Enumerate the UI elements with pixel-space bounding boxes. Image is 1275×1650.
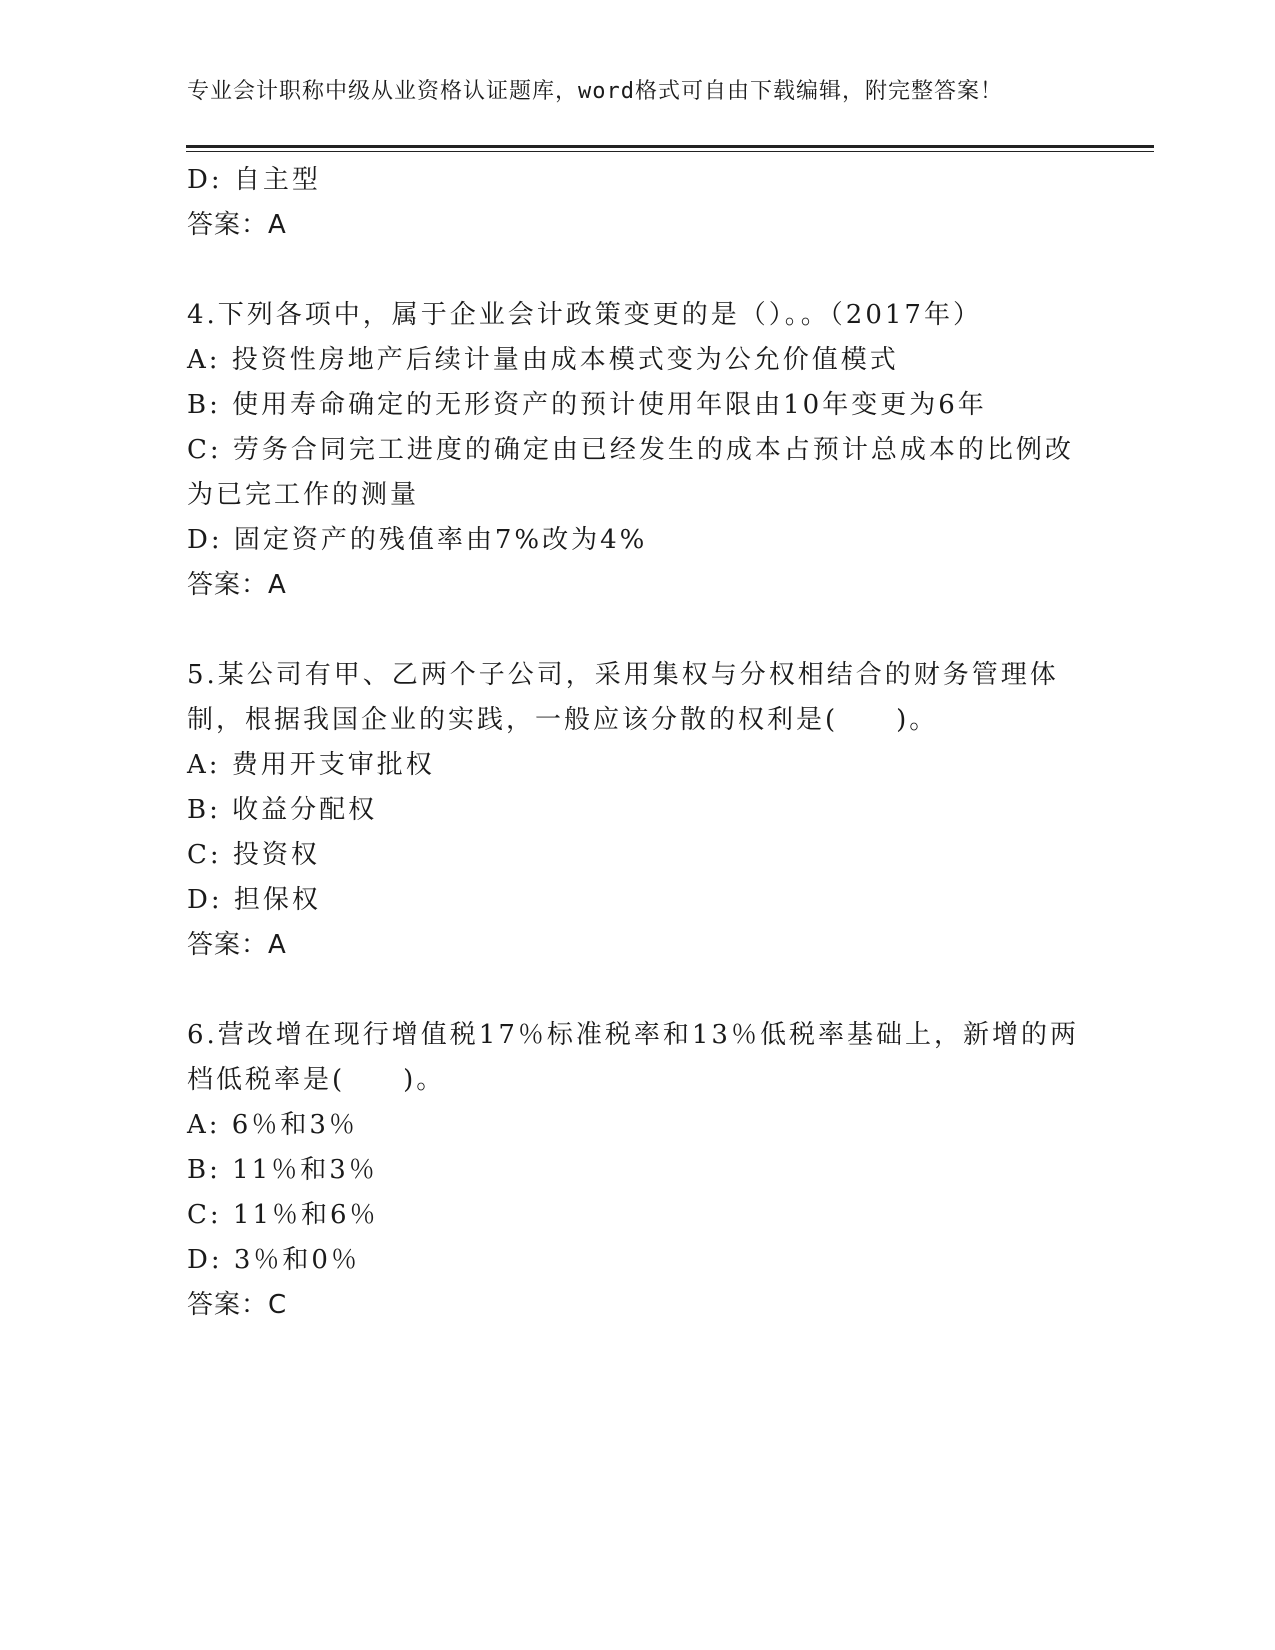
question-4 bbox=[187, 293, 1087, 608]
option-b: B: 11％和3％ bbox=[187, 1155, 378, 1185]
question-text-continued: 档低税率是( )。 bbox=[187, 1065, 446, 1095]
option-a: A: 6％和3％ bbox=[187, 1110, 358, 1140]
answer: 答案：A bbox=[187, 570, 287, 600]
option-c: C: 投资权 bbox=[187, 840, 320, 870]
answer: 答案：A bbox=[187, 210, 287, 240]
header-rule-thick bbox=[186, 145, 1154, 148]
question-5 bbox=[187, 653, 1087, 968]
page-header: 专业会计职称中级从业资格认证题库，word格式可自由下载编辑，附完整答案！ bbox=[187, 79, 1003, 104]
question-3-tail bbox=[187, 158, 1087, 248]
option-c: C: 11％和6％ bbox=[187, 1200, 379, 1230]
option-d: D: 固定资产的残值率由7%改为4% bbox=[187, 525, 648, 555]
answer: 答案：A bbox=[187, 930, 287, 960]
question-6 bbox=[187, 1013, 1087, 1328]
option-a: A: 投资性房地产后续计量由成本模式变为公允价值模式 bbox=[187, 345, 899, 375]
question-text: 6.营改增在现行增值税17％标准税率和13％低税率基础上，新增的两 bbox=[187, 1020, 1079, 1050]
question-text: 4.下列各项中，属于企业会计政策变更的是（）。。（2017年） bbox=[187, 300, 982, 330]
option-b: B: 收益分配权 bbox=[187, 795, 378, 825]
option-d: D: 3％和0％ bbox=[187, 1245, 360, 1275]
question-text-continued: 制，根据我国企业的实践，一般应该分散的权利是( )。 bbox=[187, 705, 939, 735]
question-text: 5.某公司有甲、乙两个子公司，采用集权与分权相结合的财务管理体 bbox=[187, 660, 1059, 690]
header-rule-thin bbox=[186, 151, 1154, 152]
answer: 答案：C bbox=[187, 1290, 288, 1320]
document-body bbox=[187, 158, 1087, 1328]
option-d: D: 自主型 bbox=[187, 165, 321, 195]
option-c-continued: 为已完工作的测量 bbox=[187, 480, 420, 510]
option-c: C: 劳务合同完工进度的确定由已经发生的成本占预计总成本的比例改 bbox=[187, 435, 1074, 465]
option-a: A: 费用开支审批权 bbox=[187, 750, 435, 780]
option-d: D: 担保权 bbox=[187, 885, 321, 915]
option-b: B: 使用寿命确定的无形资产的预计使用年限由10年变更为6年 bbox=[187, 390, 987, 420]
